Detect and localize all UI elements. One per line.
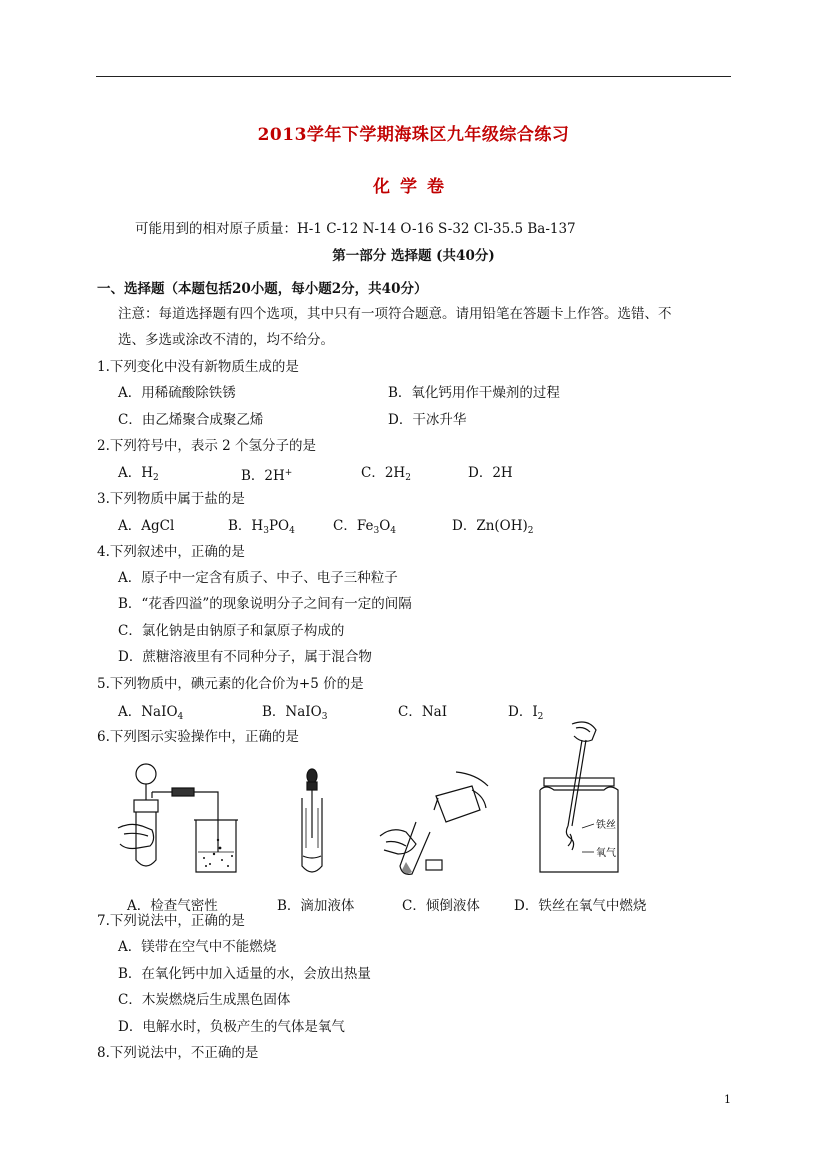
question-3-stem: 3.下列物质中属于盐的是 bbox=[97, 491, 245, 507]
question-8-stem: 8.下列说法中，不正确的是 bbox=[97, 1045, 259, 1061]
q2-option-d: D．2H bbox=[468, 465, 513, 481]
q1-option-d: D．干冰升华 bbox=[388, 412, 467, 428]
q1-option-b: B．氧化钙用作干燥剂的过程 bbox=[388, 385, 560, 401]
question-4-stem: 4.下列叙述中，正确的是 bbox=[97, 544, 245, 560]
dropper-figure bbox=[292, 768, 332, 880]
q5-option-b: B．NaIO$_3$ bbox=[262, 704, 328, 722]
q7-option-c: C．木炭燃烧后生成黑色固体 bbox=[118, 992, 291, 1008]
q5-option-c: C．NaI bbox=[398, 704, 448, 720]
question-2-stem: 2.下列符号中，表示 2 个氢分子的是 bbox=[97, 438, 317, 454]
q7-option-b: B．在氧化钙中加入适量的水，会放出热量 bbox=[118, 966, 371, 982]
question-6-stem: 6.下列图示实验操作中，正确的是 bbox=[97, 729, 299, 745]
question-5-stem: 5.下列物质中，碘元素的化合价为+5 价的是 bbox=[97, 676, 364, 692]
label-iron-wire: 铁丝 bbox=[596, 820, 616, 831]
section-heading: 一、选择题（本题包括20小题，每小题2分，共40分） bbox=[97, 281, 428, 297]
q4-option-c: C．氯化钠是由钠原子和氯原子构成的 bbox=[118, 623, 345, 639]
q6-option-c: C．倾倒液体 bbox=[402, 898, 480, 914]
q2-option-c: C．$2H_2$ bbox=[361, 465, 411, 483]
q7-option-a: A．镁带在空气中不能燃烧 bbox=[118, 939, 277, 955]
iron-wire-burning-figure bbox=[530, 716, 650, 886]
note-line-2: 选、多选或涂改不清的，均不给分。 bbox=[118, 332, 334, 348]
q4-option-a: A．原子中一定含有质子、中子、电子三种粒子 bbox=[118, 570, 398, 586]
page-number: 1 bbox=[724, 1093, 731, 1106]
q6-option-d: D．铁丝在氧气中燃烧 bbox=[514, 898, 647, 914]
q1-option-c: C．由乙烯聚合成聚乙烯 bbox=[118, 412, 264, 428]
q3-option-b: B．$H_3PO_4$ bbox=[228, 518, 295, 536]
label-oxygen: 氧气 bbox=[596, 848, 616, 859]
q2-option-a: A．$H_2$ bbox=[118, 465, 159, 483]
q6-option-b: B．滴加液体 bbox=[277, 898, 355, 914]
exam-title: 2013学年下学期海珠区九年级综合练习 bbox=[257, 125, 570, 145]
note-line-1: 注意：每道选择题有四个选项，其中只有一项符合题意。请用铅笔在答题卡上作答。选错、不 bbox=[118, 306, 672, 322]
q7-option-d: D．电解水时，负极产生的气体是氧气 bbox=[118, 1019, 345, 1035]
q3-option-d: D．$Zn(OH)_2$ bbox=[452, 518, 534, 536]
q4-option-d: D．蔗糖溶液里有不同种分子，属于混合物 bbox=[118, 649, 372, 665]
q3-option-a: A．AgCl bbox=[118, 518, 175, 534]
pouring-liquid-figure bbox=[376, 766, 496, 882]
question-1-stem: 1.下列变化中没有新物质生成的是 bbox=[97, 359, 299, 375]
q5-option-a: A．NaIO$_4$ bbox=[118, 704, 184, 722]
q2-option-b: B．2H+ bbox=[241, 468, 293, 484]
q3-option-c: C．$Fe_3O_4$ bbox=[333, 518, 396, 536]
header-rule bbox=[96, 76, 731, 77]
q1-option-a: A．用稀硫酸除铁锈 bbox=[118, 385, 236, 401]
q6-option-a: A．检查气密性 bbox=[127, 898, 218, 914]
part-title: 第一部分 选择题 (共40分) bbox=[332, 248, 495, 264]
q4-option-b: B．“花香四溢”的现象说明分子之间有一定的间隔 bbox=[118, 596, 412, 612]
airtightness-check-figure bbox=[116, 760, 251, 885]
question-7-stem: 7.下列说法中，正确的是 bbox=[97, 913, 245, 929]
q5-option-d: D．$I_2$ bbox=[508, 704, 544, 722]
atomic-mass-line: 可能用到的相对原子质量：H-1 C-12 N-14 O-16 S-32 Cl-35.5 Ba-137 bbox=[135, 221, 576, 237]
exam-subtitle: 化学卷 bbox=[373, 177, 454, 197]
